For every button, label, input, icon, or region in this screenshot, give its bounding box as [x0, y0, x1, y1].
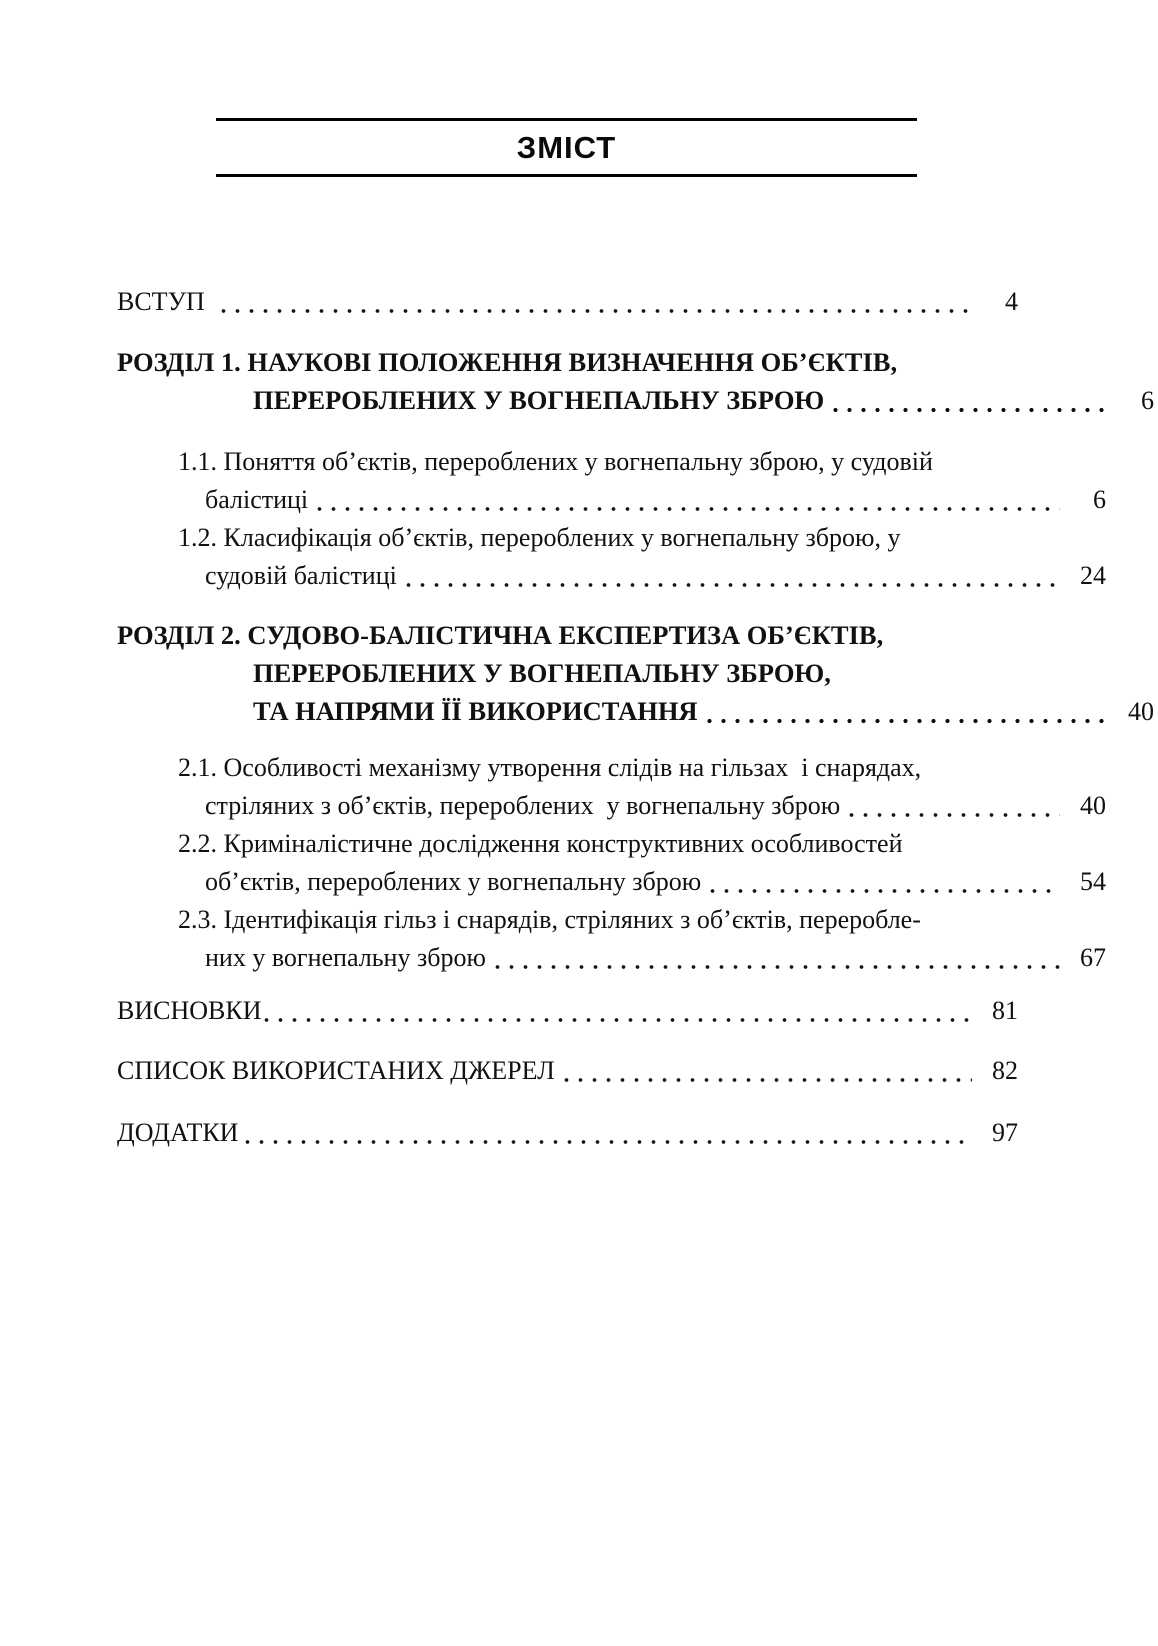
- page-number: 97: [992, 1118, 1018, 1147]
- toc-entry-label: РОЗДІЛ 2. СУДОВО-БАЛІСТИЧНА ЕКСПЕРТИЗА ОБ’ЄКТІВ,: [117, 620, 884, 650]
- toc-entry-chapter-2: [117, 616, 1154, 731]
- toc-row: [117, 443, 1079, 481]
- table-of-contents: [117, 283, 1154, 1152]
- toc-entry-section-2-3: [117, 901, 1106, 977]
- dot-leader: [710, 888, 1060, 894]
- dot-leader: [564, 1077, 972, 1083]
- page-title: ЗМІСТ: [516, 130, 617, 165]
- toc-entry-section-1-2: [117, 519, 1106, 595]
- toc-entry-label: ПЕРЕРОБЛЕНИХ У ВОГНЕПАЛЬНУ ЗБРОЮ: [253, 385, 825, 415]
- toc-row: [117, 749, 1079, 787]
- dot-leader: [495, 964, 1060, 970]
- toc-entry-vysnovky: [117, 992, 1018, 1030]
- toc-entry-label: ТА НАПРЯМИ ЇЇ ВИКОРИСТАННЯ: [253, 696, 698, 726]
- dot-leader: [264, 1017, 972, 1023]
- toc-entry-dodatky: [117, 1114, 1018, 1152]
- toc-entry-section-1-1: [117, 443, 1106, 519]
- toc-entry-label: 2.1. Особливості механізму утворення слідів на гільзах і снарядах,: [178, 753, 922, 782]
- toc-entry-spysok: [117, 1052, 1018, 1090]
- toc-row: [117, 825, 1079, 863]
- dot-leader: [317, 506, 1060, 512]
- toc-row: [117, 481, 1106, 519]
- toc-row: [117, 343, 1018, 381]
- page-number: 6: [1093, 485, 1106, 514]
- dot-leader: [221, 308, 972, 314]
- toc-row: [117, 654, 1154, 692]
- page-number: 81: [992, 996, 1018, 1025]
- toc-entry-label: стріляних з об’єктів, перероблених у вогнепальну зброю: [205, 791, 841, 820]
- page-number: 6: [1141, 386, 1154, 415]
- toc-row: [117, 939, 1106, 977]
- dot-leader: [849, 812, 1060, 818]
- toc-entry-label: 2.3. Ідентифікація гільз і снарядів, стріляних з об’єктів, переробле-: [178, 905, 921, 934]
- page-number: 82: [992, 1056, 1018, 1085]
- toc-row: [117, 616, 1018, 654]
- page-number: 54: [1080, 867, 1106, 896]
- toc-row: [117, 787, 1106, 825]
- toc-entry-chapter-1: [117, 343, 1154, 420]
- dot-leader: [406, 582, 1060, 588]
- toc-row: [117, 519, 1079, 557]
- toc-row: [117, 863, 1106, 901]
- toc-entry-label: судовій балістиці: [205, 561, 397, 590]
- toc-entry-section-2-2: [117, 825, 1106, 901]
- toc-row: [117, 283, 1018, 321]
- toc-entry-label: 1.1. Поняття об’єктів, перероблених у вогнепальну зброю, у судовій: [178, 447, 933, 476]
- toc-entry-label: ДОДАТКИ: [117, 1118, 239, 1147]
- toc-row: [117, 992, 1018, 1030]
- dot-leader: [833, 407, 1108, 413]
- page-number: 67: [1080, 943, 1106, 972]
- title-block: [216, 118, 917, 177]
- toc-row: [117, 1052, 1018, 1090]
- page-number: 24: [1080, 561, 1106, 590]
- toc-entry-label: них у вогнепальну зброю: [205, 943, 486, 972]
- toc-entry-label: РОЗДІЛ 1. НАУКОВІ ПОЛОЖЕННЯ ВИЗНАЧЕННЯ ОБ’ЄКТІВ,: [117, 347, 898, 377]
- page-number: 40: [1128, 697, 1154, 726]
- toc-row: [117, 381, 1154, 420]
- toc-row: [117, 1114, 1018, 1152]
- toc-entry-label: ПЕРЕРОБЛЕНИХ У ВОГНЕПАЛЬНУ ЗБРОЮ,: [253, 658, 831, 688]
- page-number: 40: [1080, 791, 1106, 820]
- toc-entry-label: ВСТУП: [117, 287, 205, 316]
- toc-entry-label: ВИСНОВКИ: [117, 996, 262, 1025]
- toc-entry-label: об’єктів, перероблених у вогнепальну зброю: [205, 867, 702, 896]
- dot-leader: [707, 718, 1108, 724]
- toc-entry-vstup: [117, 283, 1018, 321]
- page-number: 4: [1005, 287, 1018, 316]
- toc-entry-section-2-1: [117, 749, 1106, 825]
- toc-entry-label: 1.2. Класифікація об’єктів, перероблених у вогнепальну зброю, у: [178, 523, 901, 552]
- toc-entry-label: 2.2. Криміналістичне дослідження конструктивних особливостей: [178, 829, 903, 858]
- toc-row: [117, 692, 1154, 731]
- dot-leader: [245, 1139, 972, 1145]
- toc-row: [117, 901, 1079, 939]
- toc-entry-label: балістиці: [205, 485, 309, 514]
- toc-row: [117, 557, 1106, 595]
- toc-entry-label: СПИСОК ВИКОРИСТАНИХ ДЖЕРЕЛ: [117, 1056, 555, 1085]
